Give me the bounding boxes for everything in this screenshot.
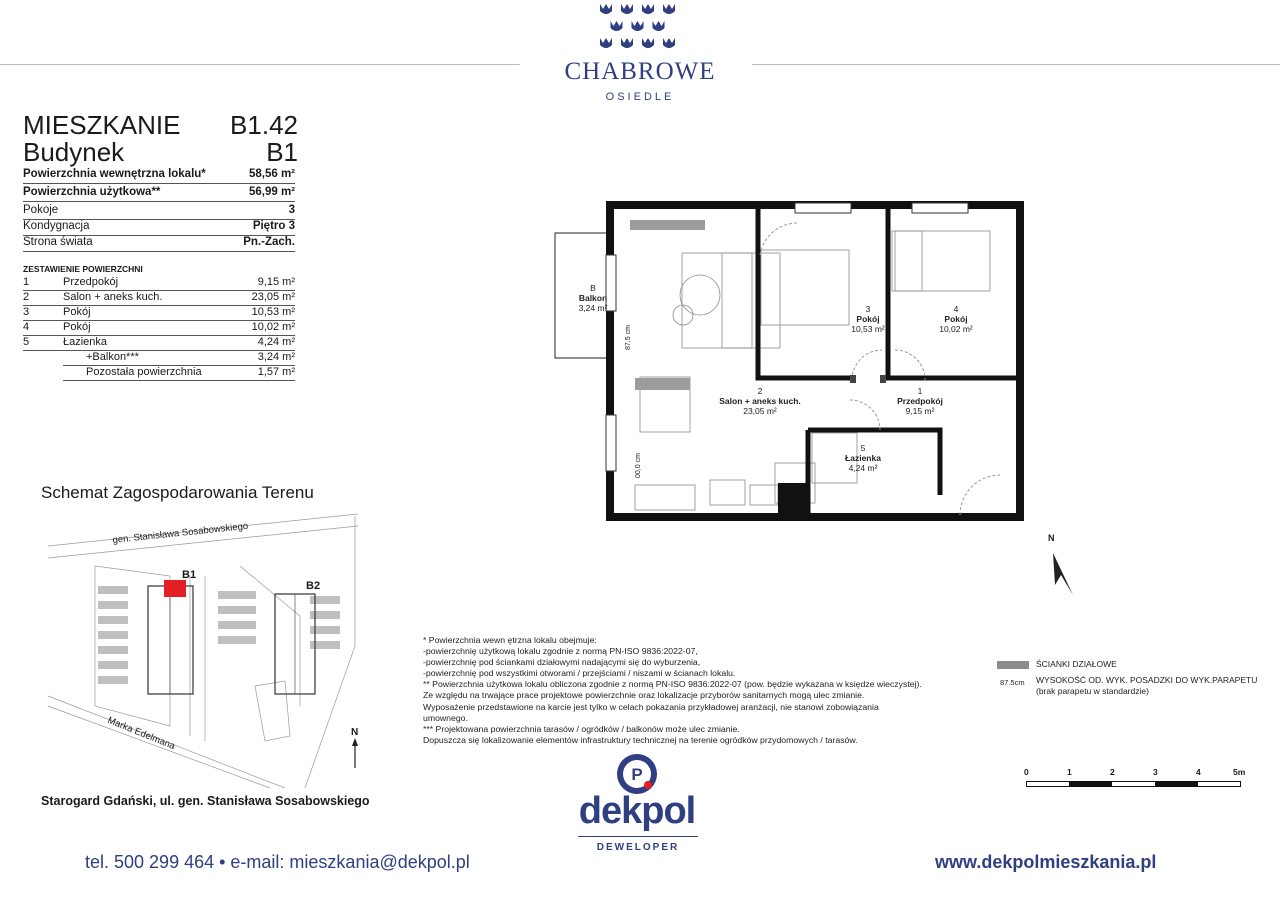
cornflower-icon (653, 21, 665, 31)
area-row (23, 276, 295, 290)
area-value: 23,05 m² (251, 291, 295, 303)
dekpol-sub: DEWELOPER (596, 842, 680, 853)
area-name: Salon + aneks kuch. (63, 291, 163, 303)
detail-value: Pn.-Zach. (243, 236, 295, 248)
area-no: 4 (23, 321, 30, 333)
przedpokoj-label (880, 386, 960, 416)
pokoj3-name: Pokój (856, 314, 880, 324)
area-no: 5 (23, 336, 30, 348)
area-no: 3 (23, 306, 30, 318)
scale-tick-label: 4 (1196, 767, 1201, 777)
area-no: 2 (23, 291, 30, 303)
cornflower-icon (611, 21, 623, 31)
area-value: 10,02 m² (251, 321, 295, 333)
building-label: Budynek (23, 137, 125, 167)
salon-no: 2 (757, 386, 763, 396)
apartment-detail-row (23, 186, 295, 202)
dekpol-sub-rule (578, 836, 698, 837)
site-address: Starogard Gdański, ul. gen. Stanisława Sosabowskiego (41, 794, 370, 808)
area-value: 9,15 m² (257, 276, 295, 288)
sill-height-a: 87,5 cm (625, 325, 632, 350)
detail-value: 58,56 m² (248, 168, 295, 180)
balkon-name: Balkon (578, 293, 608, 303)
lazienka-name: Łazienka (845, 453, 881, 463)
street-bottom-label: Marka Edelmana (105, 715, 177, 753)
pokoj3-area: 10,53 m² (851, 324, 885, 334)
area-row (23, 306, 295, 320)
legend-walls-text: ŚCIANKI DZIAŁOWE (1036, 659, 1117, 669)
note-line: Ze względu na trwające prace projektowe powierzchnie oraz lokalizacje przyborów sanitarnych mogą ulec zmianie. (423, 690, 865, 701)
pokoj4-name: Pokój (944, 314, 968, 324)
brand-name: CHABROWE (564, 58, 716, 85)
balkon-area: 3,24 m² (578, 303, 608, 313)
note-line: ** Powierzchnia użytkowa lokalu obliczona zgodnie z normą PN-ISO 9836:2022-07 (pow. będzie wykazana w księdze wieczystej). (423, 679, 922, 690)
brand-subtitle: OSIEDLE (605, 91, 675, 103)
header-rule-right (752, 64, 1280, 65)
detail-value: 56,99 m² (248, 186, 295, 198)
scale-tick-label: 2 (1110, 767, 1115, 777)
area-name: Przedpokój (63, 276, 119, 288)
detail-label: Strona świata (23, 236, 93, 248)
area-row (23, 321, 295, 335)
detail-label: Powierzchnia użytkowa** (23, 186, 161, 198)
apartment-detail-row (23, 220, 295, 236)
scale-tick-label: 1 (1067, 767, 1072, 777)
area-no: 1 (23, 276, 30, 288)
apartment-detail-row (23, 204, 295, 220)
area-row (23, 291, 295, 305)
building-code: B1 (266, 137, 298, 167)
scale-segment (1069, 781, 1112, 787)
legend-sill-note: (brak parapetu w standardzie) (1036, 686, 1149, 696)
lazienka-label (833, 443, 893, 473)
pokoj4-no: 4 (953, 304, 959, 314)
site-plan-map (40, 506, 375, 788)
pokoj4-label (926, 304, 986, 334)
note-line: Dopuszcza się lokalizowanie elementów infrastruktury technicznej na terenie ogródków przydomowych / tarasów. (423, 734, 858, 745)
sill-height-b: 00,0 cm (635, 453, 642, 478)
area-value: 4,24 m² (257, 336, 295, 348)
przedpokoj-area: 9,15 m² (905, 406, 935, 416)
scale-segment (1155, 781, 1198, 787)
cornflower-icon (642, 38, 654, 48)
scale-bar-track (1026, 781, 1241, 787)
detail-value: 3 (288, 204, 295, 216)
area-row (23, 336, 295, 350)
apartment-code: B1.42 (230, 110, 298, 140)
site-b2-label: B2 (306, 580, 321, 592)
note-line: umownego. (423, 712, 468, 723)
site-plan-title: Schemat Zagospodarowania Terenu (41, 483, 314, 502)
site-b1-label: B1 (182, 569, 197, 581)
cornflower-icon (600, 38, 612, 48)
cornflower-icon (600, 4, 612, 14)
area-name: +Balkon*** (86, 351, 139, 363)
cornflower-icon (663, 38, 675, 48)
row-divider (23, 251, 295, 252)
area-value: 3,24 m² (257, 351, 295, 363)
apartment-detail-row (23, 236, 295, 252)
pokoj3-no: 3 (865, 304, 871, 314)
scale-tick-label: 5m (1233, 767, 1246, 777)
note-line: Wyposażenie przedstawione na karcie jest tylko w celach pokazania przykładowej aranżacji, nie stanowi zobowiązania (423, 701, 879, 712)
przedpokoj-name: Przedpokój (897, 396, 943, 406)
area-row (23, 366, 295, 380)
cornflower-icon (632, 21, 644, 31)
lazienka-area: 4,24 m² (848, 463, 878, 473)
site-b1-highlight (164, 580, 186, 597)
north-arrow-icon (1043, 545, 1083, 600)
salon-name: Salon + aneks kuch. (719, 396, 801, 406)
note-line: * Powierzchnia wewn ętrzna lokalu obejmuje: (423, 635, 597, 645)
areas-heading: ZESTAWIENIE POWIERZCHNI (23, 264, 143, 274)
salon-area: 23,05 m² (743, 406, 777, 416)
scale-tick-label: 3 (1153, 767, 1158, 777)
svg-text:P: P (631, 765, 643, 784)
detail-label: Kondygnacja (23, 220, 90, 232)
note-line: *** Projektowana powierzchnia tarasów / ogródków / balkonów może ulec zmianie. (423, 723, 740, 734)
note-line: -powierzchnię pod wszystkimi otworami / przejściami / niszami w ścianach lokalu. (423, 668, 736, 679)
balkon-label (563, 283, 623, 313)
pokoj3-label (838, 304, 898, 334)
note-line: -powierzchnię użytkową lokalu zgodnie z normą PN-ISO 9836:2022-07, (423, 646, 698, 657)
area-value: 1,57 m² (257, 366, 295, 378)
plan-north-label: N (1048, 533, 1055, 543)
site-north-label: N (351, 727, 359, 738)
footer-website[interactable]: www.dekpolmieszkania.pl (935, 852, 1157, 872)
cornflower-icon (621, 38, 633, 48)
cornflower-icon (642, 4, 654, 14)
balkon-no: B (590, 283, 596, 293)
area-divider (63, 380, 295, 381)
scale-tick-label: 0 (1024, 767, 1029, 777)
apartment-detail-row (23, 168, 295, 184)
floor-plan (550, 195, 1030, 545)
salon-label (700, 386, 820, 416)
area-name: Łazienka (63, 336, 108, 348)
area-row (23, 351, 295, 365)
area-value: 10,53 m² (251, 306, 295, 318)
footer-contact[interactable]: tel. 500 299 464 • e-mail: mieszkania@dekpol.pl (85, 852, 470, 872)
area-name: Pokój (63, 321, 91, 333)
scale-bar (1024, 767, 1246, 797)
area-name: Pozostała powierzchnia (86, 366, 202, 378)
apartment-label: MIESZKANIE (23, 110, 181, 140)
legend-sill-mark: 87.5cm (1000, 678, 1025, 687)
notes-block (423, 635, 983, 746)
detail-value: Piętro 3 (252, 220, 295, 232)
cornflower-icon (621, 4, 633, 14)
lazienka-no: 5 (860, 443, 866, 453)
note-line: -powierzchnię pod ściankami działowymi nadającymi się do wyburzenia, (423, 657, 701, 668)
detail-label: Powierzchnia wewnętrzna lokalu* (23, 168, 206, 180)
area-name: Pokój (63, 306, 91, 318)
legend-walls-swatch (997, 661, 1029, 669)
row-divider (23, 201, 295, 202)
cornflower-logo-icon (597, 2, 683, 54)
header-rule-left (0, 64, 520, 65)
legend-sill-text: WYSOKOŚĆ OD. WYK. POSADZKI DO WYK.PARAPETU (1036, 675, 1258, 685)
przedpokoj-no: 1 (917, 386, 923, 396)
pokoj4-area: 10,02 m² (939, 324, 973, 334)
street-top-label: gen. Stanisława Sosabowskiego (112, 520, 249, 546)
cornflower-icon (663, 4, 675, 14)
detail-label: Pokoje (23, 204, 59, 216)
row-divider (23, 183, 295, 184)
dekpol-name: dekpol (578, 790, 696, 832)
